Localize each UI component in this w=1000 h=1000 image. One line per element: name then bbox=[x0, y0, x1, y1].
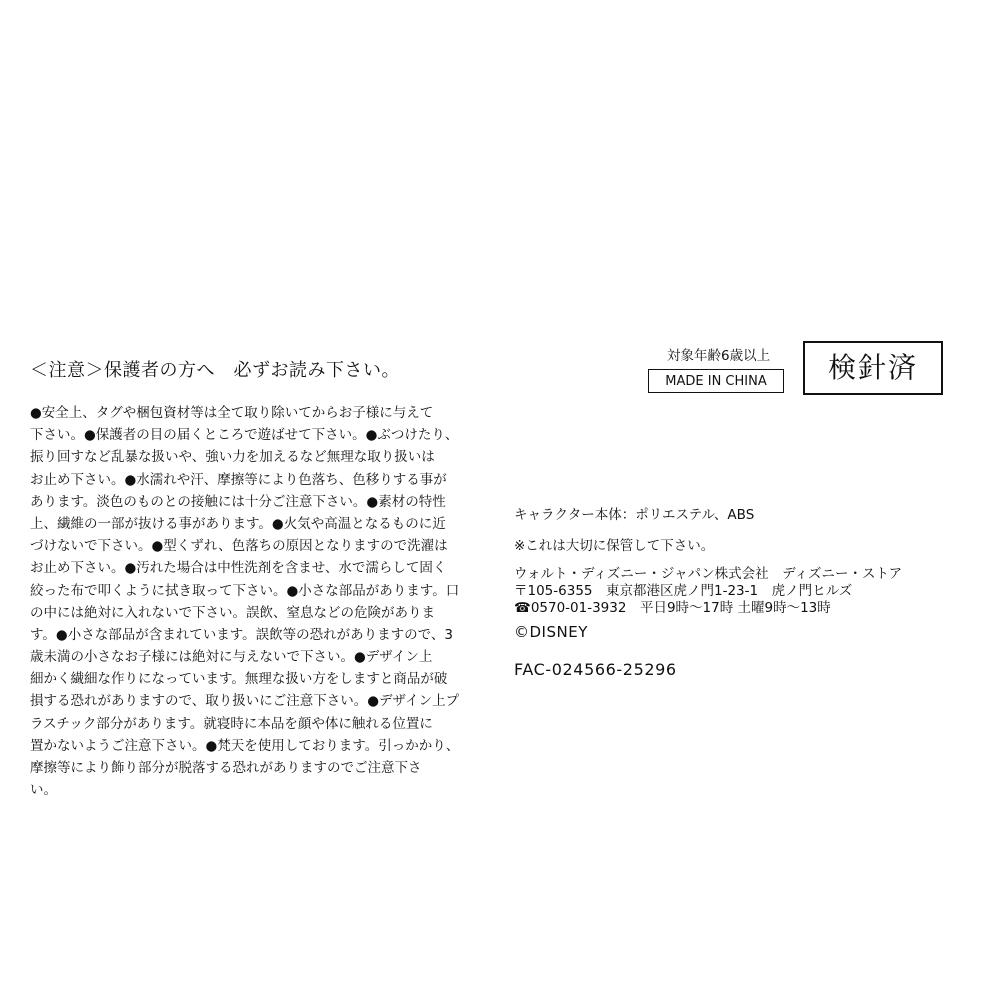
warning-line: す。●小さな部品が含まれています。誤飲等の恐れがありますので、3 bbox=[30, 626, 453, 643]
warning-line: 絞った布で叩くように拭き取って下さい。●小さな部品があります。口 bbox=[30, 582, 460, 599]
warning-line: 振り回すなど乱暴な扱いや、強い力を加えるなど無理な取り扱いは bbox=[30, 449, 435, 466]
warning-line: 細かく繊細な作りになっています。無理な扱い方をしますと商品が破 bbox=[30, 671, 448, 688]
material-text: キャラクター本体：ポリエステル、ABS bbox=[514, 507, 755, 523]
warning-line: 上、繊維の一部が抜ける事があります。●火気や高温となるものに近 bbox=[30, 515, 446, 532]
country-of-origin-box: MADE IN CHINA bbox=[648, 369, 784, 393]
warning-line: ●安全上、タグや梱包資材等は全て取り除いてからお子様に与えて bbox=[30, 405, 434, 421]
warning-line: あります。淡色のものとの接触には十分ご注意下さい。●素材の特性 bbox=[30, 493, 446, 510]
warning-line: ラスチック部分があります。就寝時に本品を顔や体に触れる位置に bbox=[30, 715, 433, 732]
warning-line: 下さい。●保護者の目の届くところで遊ばせて下さい。●ぶつけたり、 bbox=[30, 427, 459, 444]
needle-inspected-stamp: 検針済 bbox=[803, 341, 943, 395]
company-address: 〒105-6355 東京都港区虎ノ門1-23-1 虎ノ門ヒルズ bbox=[514, 583, 853, 599]
warning-text-block bbox=[30, 402, 478, 801]
warning-line: づけないで下さい。●型くずれ、色落ちの原因となりますので洗濯は bbox=[30, 538, 448, 555]
care-note: ※これは大切に保管して下さい。 bbox=[514, 538, 715, 554]
product-code: FAC-024566-25296 bbox=[514, 660, 677, 679]
warning-line: 歳未満の小さなお子様には絶対に与えないで下さい。●デザイン上 bbox=[30, 649, 433, 666]
notice-heading: ＜注意＞保護者の方へ 必ずお読み下さい。 bbox=[30, 360, 400, 381]
warning-line: 置かないようご注意下さい。●梵天を使用しております。引っかかり、 bbox=[30, 737, 460, 754]
warning-line: 損する恐れがありますので、取り扱いにご注意下さい。●デザイン上プ bbox=[30, 693, 460, 710]
warning-line: お止め下さい。●水濡れや汗、摩擦等により色落ち、色移りする事が bbox=[30, 471, 447, 488]
warning-line: い。 bbox=[30, 782, 57, 799]
copyright-mark: ©DISNEY bbox=[514, 623, 588, 641]
warning-line: お止め下さい。●汚れた場合は中性洗剤を含ませ、水で濡らして固く bbox=[30, 560, 447, 577]
age-label: 対象年齢6歳以上 bbox=[667, 348, 771, 364]
company-name: ウォルト・ディズニー・ジャパン株式会社 ディズニー・ストア bbox=[514, 566, 903, 582]
company-phone: ☎0570-01-3932 平日9時〜17時 土曜9時〜13時 bbox=[514, 600, 831, 616]
warning-line: 摩擦等により飾り部分が脱落する恐れがありますのでご注意下さ bbox=[30, 760, 422, 776]
warning-line: の中には絶対に入れないで下さい。誤飲、窒息などの危険がありま bbox=[30, 604, 435, 621]
